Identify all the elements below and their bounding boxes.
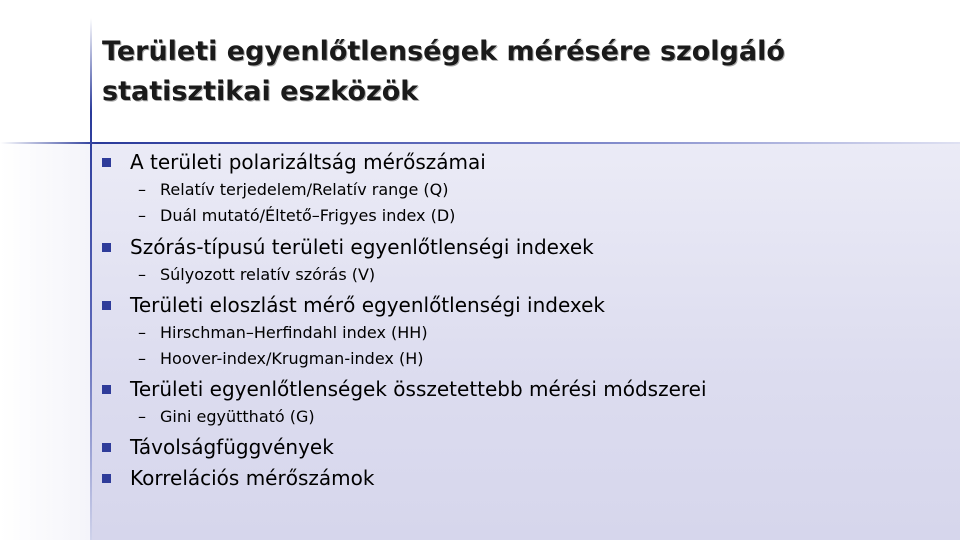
sub-bullet-text: Relatív terjedelem/Relatív range (Q) bbox=[160, 180, 449, 199]
horizontal-accent-line bbox=[0, 142, 960, 144]
left-margin-panel bbox=[0, 143, 91, 540]
square-bullet-icon bbox=[102, 243, 111, 252]
vertical-accent-line bbox=[90, 18, 92, 540]
dash-marker: – bbox=[138, 265, 146, 284]
dash-marker: – bbox=[138, 323, 146, 342]
square-bullet-icon bbox=[102, 474, 111, 483]
bullet-text: Korrelációs mérőszámok bbox=[130, 466, 375, 490]
slide-title-line-2: statisztikai eszközök bbox=[102, 76, 419, 107]
sub-bullet-text: Duál mutató/Éltető–Frigyes index (D) bbox=[160, 206, 456, 225]
dash-marker: – bbox=[138, 206, 146, 225]
dash-marker: – bbox=[138, 407, 146, 426]
sub-bullet-text: Súlyozott relatív szórás (V) bbox=[160, 265, 376, 284]
sub-bullet-text: Hirschman–Herfindahl index (HH) bbox=[160, 323, 428, 342]
square-bullet-icon bbox=[102, 385, 111, 394]
dash-marker: – bbox=[138, 349, 146, 368]
square-bullet-icon bbox=[102, 301, 111, 310]
slide-title-line-1: Területi egyenlőtlenségek mérésére szolgáló bbox=[102, 36, 785, 67]
sub-bullet-text: Hoover-index/Krugman-index (H) bbox=[160, 349, 424, 368]
square-bullet-icon bbox=[102, 158, 111, 167]
dash-marker: – bbox=[138, 180, 146, 199]
bullet-text: Szórás-típusú területi egyenlőtlenségi indexek bbox=[130, 235, 594, 259]
bullet-text: A területi polarizáltság mérőszámai bbox=[130, 150, 486, 174]
sub-bullet-text: Gini együttható (G) bbox=[160, 407, 315, 426]
square-bullet-icon bbox=[102, 443, 111, 452]
bullet-text: Területi egyenlőtlenségek összetettebb mérési módszerei bbox=[130, 377, 707, 401]
bullet-text: Területi eloszlást mérő egyenlőtlenségi indexek bbox=[130, 293, 605, 317]
bullet-text: Távolságfüggvények bbox=[130, 435, 334, 459]
slide-title bbox=[102, 32, 942, 112]
